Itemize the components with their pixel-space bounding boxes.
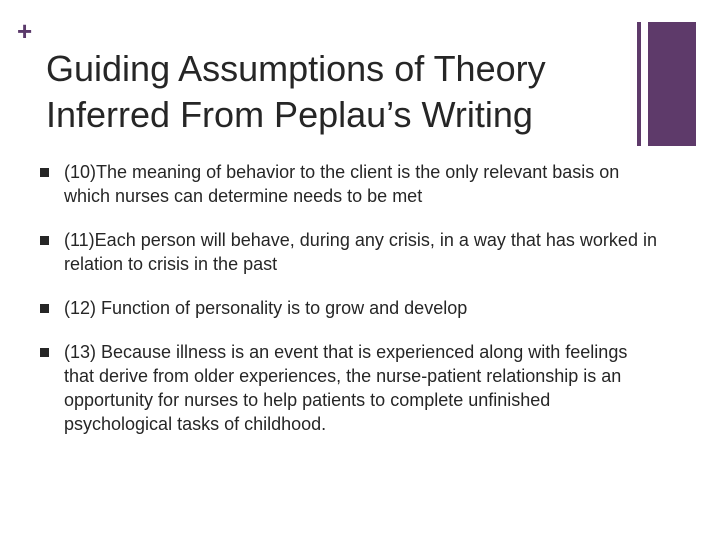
bullet-item: [40, 160, 660, 208]
bullet-list: [40, 160, 660, 436]
bullet-item: [40, 228, 660, 276]
bullet-text: (10)The meaning of behavior to the client is the only relevant basis on which nurses can determine needs to be met: [64, 162, 620, 206]
plus-icon: +: [17, 16, 33, 46]
square-bullet-icon: [40, 348, 49, 357]
slide-title: [46, 46, 626, 138]
bullet-item: [40, 340, 660, 436]
square-bullet-icon: [40, 168, 49, 177]
bullet-text: (11)Each person will behave, during any crisis, in a way that has worked in relation to crisis in the past: [64, 230, 657, 274]
accent-bar: [648, 22, 696, 146]
bullet-text: (12) Function of personality is to grow and develop: [64, 298, 468, 318]
square-bullet-icon: [40, 304, 49, 313]
bullet-item: [40, 296, 660, 320]
title-line-1: Guiding Assumptions of Theory: [46, 48, 546, 89]
title-line-2: Inferred From Peplau’s Writing: [46, 94, 533, 135]
bullet-text: (13) Because illness is an event that is experienced along with feelings that derive from older experiences, the nurse-patient relationship is an opportunity for nurses to help patients to complete unfinished psychological tasks of childhood.: [64, 342, 628, 434]
square-bullet-icon: [40, 236, 49, 245]
accent-thin-bar: [637, 22, 641, 146]
